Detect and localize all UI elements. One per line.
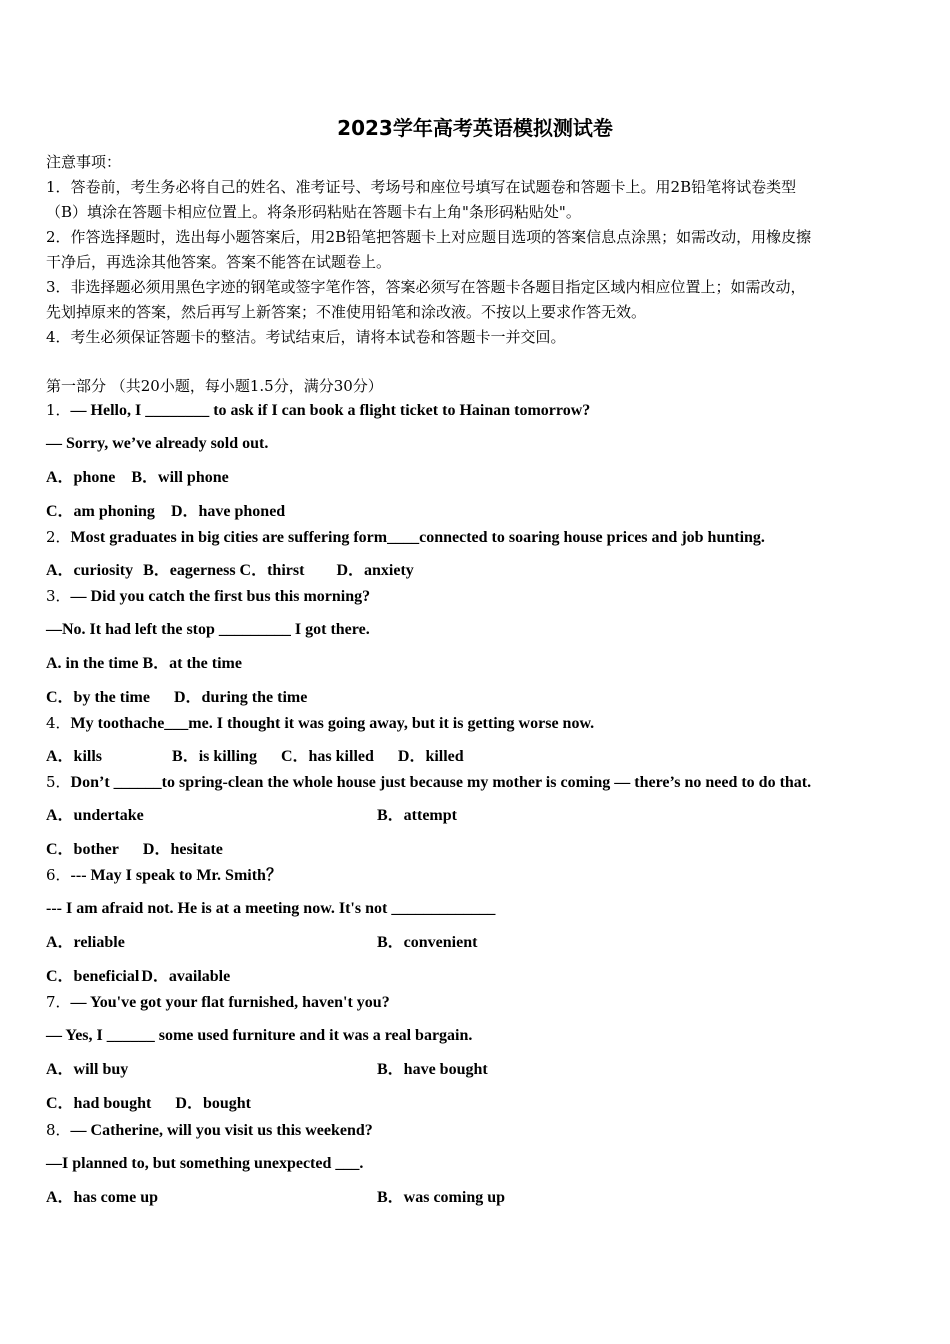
question-5-options-row1 [46,806,916,826]
notice-heading: 注意事项： [46,153,122,171]
question-3-options-row1 [46,654,916,674]
question-1-line: — Sorry, we’ve already sold out. [46,435,269,452]
option: A．will buy [46,1061,129,1078]
question-number: 8． [46,1121,71,1139]
question-8-stem: 8．— Catherine, will you visit us this weekend? [46,1121,373,1139]
option: C．thirst [239,562,305,579]
option: D．have phoned [170,503,286,520]
notice-line: 1．答卷前，考生务必将自己的姓名、准考证号、考场号和座位号填写在试题卷和答题卡上。用2B铅笔将试卷类型 [46,178,797,196]
question-7-options-row2 [46,1094,916,1114]
question-6-line: --- I am afraid not. He is at a meeting now. It's not _____________ [46,900,496,917]
question-6-stem: 6．--- May I speak to Mr. Smith？ [46,866,282,884]
notice-line: 3．非选择题必须用黑色字迹的钢笔或签字笔作答，答案必须写在答题卡各题目指定区域内相应位置上；如需改动， [46,278,806,296]
option: C．bother [46,841,119,858]
option: A．curiosity [46,562,134,579]
notice-block [46,150,906,350]
option: B．eagerness [143,562,236,579]
option: A．kills [46,748,103,765]
page-title: 2023学年高考英语模拟测试卷 [337,116,613,140]
question-3-line: —No. It had left the stop _________ I got there. [46,621,370,638]
option: A．has come up [46,1189,159,1206]
question-5-options-row2 [46,840,916,860]
question-7-options-row1 [46,1060,916,1080]
question-4-options [46,747,916,767]
option: B．at the time [142,655,242,672]
question-number: 6． [46,866,71,884]
option: D．during the time [174,689,308,706]
question-1-stem: 1．— Hello, I ________ to ask if I can book a flight ticket to Hainan tomorrow? [46,401,591,419]
question-2-stem: 2．Most graduates in big cities are suffering form____connected to soaring house prices and job hunting. [46,528,765,546]
option: D．bought [175,1095,251,1112]
question-8-options-row1 [46,1188,916,1208]
option: D．killed [397,748,464,765]
option: C．am phoning [46,503,155,520]
notice-line: （B）填涂在答题卡相应位置上。将条形码粘贴在答题卡右上角"条形码粘贴处"。 [46,203,581,221]
option: B．have bought [377,1061,488,1078]
notice-line: 先划掉原来的答案，然后再写上新答案；不准使用铅笔和涂改液。不按以上要求作答无效。 [46,303,647,321]
question-3-stem: 3．— Did you catch the first bus this morning? [46,587,371,605]
section-heading: 第一部分 （共20小题，每小题1.5分，满分30分） [46,377,383,395]
option: B．is killing [172,748,257,765]
option: B．attempt [377,807,457,824]
question-6-options-row2 [46,967,916,987]
question-number: 2． [46,528,71,546]
option: D．hesitate [142,841,223,858]
question-4-stem: 4．My toothache___me. I thought it was going away, but it is getting worse now. [46,714,595,732]
question-2-options [46,561,916,581]
notice-line: 4．考生必须保证答题卡的整洁。考试结束后，请将本试卷和答题卡一并交回。 [46,328,566,346]
question-5-stem: 5．Don’t ______to spring-clean the whole house just because my mother is coming — there’s no need to do that. [46,773,812,791]
option: B．was coming up [377,1189,506,1206]
question-number: 1． [46,401,71,419]
question-1-options-row1 [46,468,916,488]
question-7-line: — Yes, I ______ some used furniture and it was a real bargain. [46,1027,473,1044]
question-7-stem: 7．— You've got your flat furnished, haven't you? [46,993,390,1011]
option: D．anxiety [336,562,414,579]
question-number: 3． [46,587,71,605]
question-number: 4． [46,714,71,732]
option: A. in the time [46,655,139,672]
option: A．phone [46,469,116,486]
question-number: 7． [46,993,71,1011]
option: B．will phone [131,469,229,486]
option: C．beneficial [46,968,140,985]
option: C．has killed [280,748,374,765]
option: D．available [141,968,231,985]
question-8-line: —I planned to, but something unexpected ___. [46,1155,364,1172]
question-number: 5． [46,773,71,791]
question-3-options-row2 [46,688,916,708]
notice-line: 干净后，再选涂其他答案。答案不能答在试题卷上。 [46,253,392,271]
option: C．had bought [46,1095,152,1112]
notice-line: 2．作答选择题时，选出每小题答案后，用2B铅笔把答题卡上对应题目选项的答案信息点涂黑；如需改动，用橡皮擦 [46,228,812,246]
question-1-options-row2 [46,502,916,522]
question-6-options-row1 [46,933,916,953]
option: C．by the time [46,689,150,706]
option: A．undertake [46,807,144,824]
option: A．reliable [46,934,125,951]
option: B．convenient [377,934,478,951]
